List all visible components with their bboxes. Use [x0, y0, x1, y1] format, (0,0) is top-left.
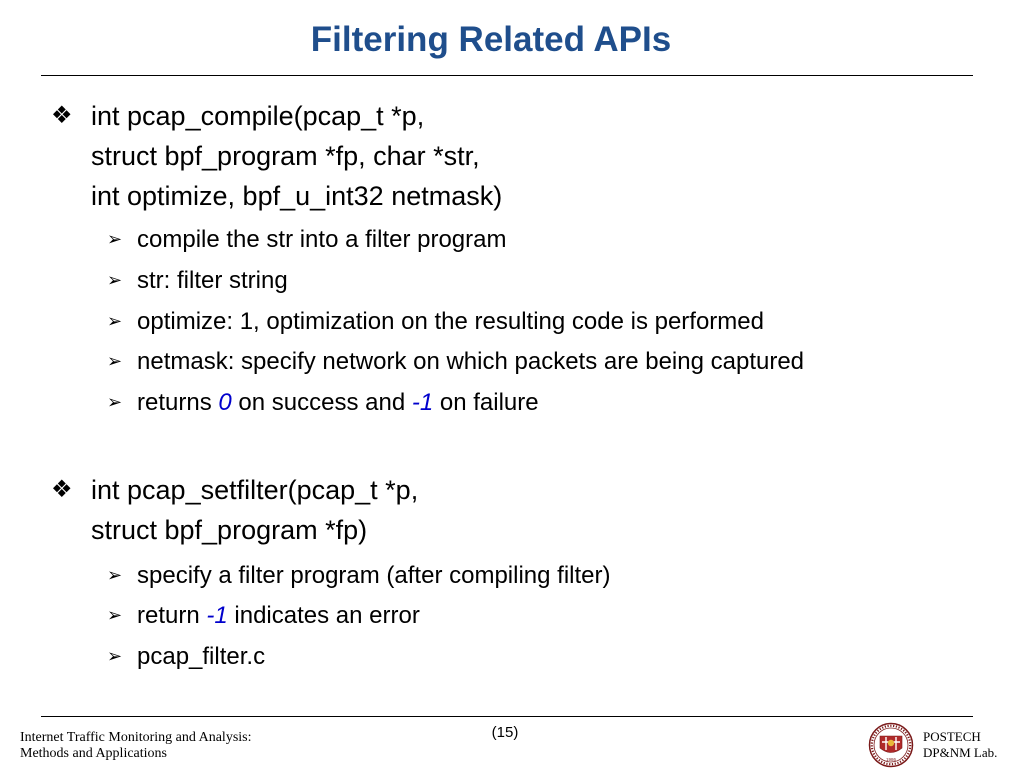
section-pcap-compile [51, 96, 502, 216]
bullet-text: return [137, 602, 207, 629]
arrow-bullet-icon: ➢ [107, 646, 123, 666]
sub-bullet [107, 600, 420, 631]
diamond-bullet-icon: ❖ [51, 476, 73, 503]
arrow-bullet-icon: ➢ [107, 229, 123, 249]
postech-seal-logo [868, 722, 914, 768]
section-pcap-setfilter [51, 470, 418, 550]
bullet-text: str: filter string [137, 267, 288, 294]
page-number: (15) [491, 724, 519, 741]
arrow-bullet-icon: ➢ [107, 270, 123, 290]
return-value-failure: -1 [411, 389, 434, 416]
signature-line: int optimize, bpf_u_int32 netmask) [91, 181, 503, 211]
arrow-bullet-icon: ➢ [107, 565, 123, 585]
title-divider [41, 75, 973, 76]
return-value-error: -1 [206, 602, 228, 629]
footer-lab-line: POSTECH [923, 729, 981, 744]
bullet-text: returns [137, 389, 219, 416]
sub-bullet [107, 224, 506, 255]
bullet-text: compile the str into a filter program [137, 226, 507, 253]
arrow-bullet-icon: ➢ [107, 392, 123, 412]
sub-bullet [107, 306, 764, 337]
page-title: Filtering Related APIs [310, 20, 672, 59]
bullet-text: specify a filter program (after compiling filter) [137, 562, 611, 589]
signature-line: int pcap_compile(pcap_t *p, [91, 101, 425, 131]
footer-course-title [20, 730, 252, 762]
footer-lab-line: DP&NM Lab. [923, 745, 998, 760]
sub-bullet [107, 265, 288, 296]
sub-bullet [107, 641, 265, 672]
sub-bullet [107, 346, 804, 377]
footer-lab-name [923, 729, 997, 761]
bullet-text: indicates an error [227, 602, 420, 629]
arrow-bullet-icon: ➢ [107, 605, 123, 625]
bullet-text: on success and [231, 389, 412, 416]
sub-bullet [107, 387, 539, 418]
bullet-text: optimize: 1, optimization on the resulting code is performed [137, 308, 764, 335]
arrow-bullet-icon: ➢ [107, 311, 123, 331]
bullet-text: netmask: specify network on which packets are being captured [137, 348, 805, 375]
logo-year-text: 1986 [885, 757, 897, 762]
sub-bullet [107, 560, 610, 591]
bullet-text: pcap_filter.c [137, 643, 266, 670]
signature-line: struct bpf_program *fp, char *str, [91, 141, 480, 171]
footer-divider [41, 716, 973, 717]
footer-course-line: Methods and Applications [20, 746, 167, 761]
arrow-bullet-icon: ➢ [107, 351, 123, 371]
diamond-bullet-icon: ❖ [51, 102, 73, 129]
signature-line: int pcap_setfilter(pcap_t *p, [91, 475, 419, 505]
footer-course-line: Internet Traffic Monitoring and Analysis: [20, 730, 252, 745]
bullet-text: on failure [433, 389, 539, 416]
return-value-success: 0 [218, 389, 232, 416]
signature-line: struct bpf_program *fp) [91, 515, 368, 545]
